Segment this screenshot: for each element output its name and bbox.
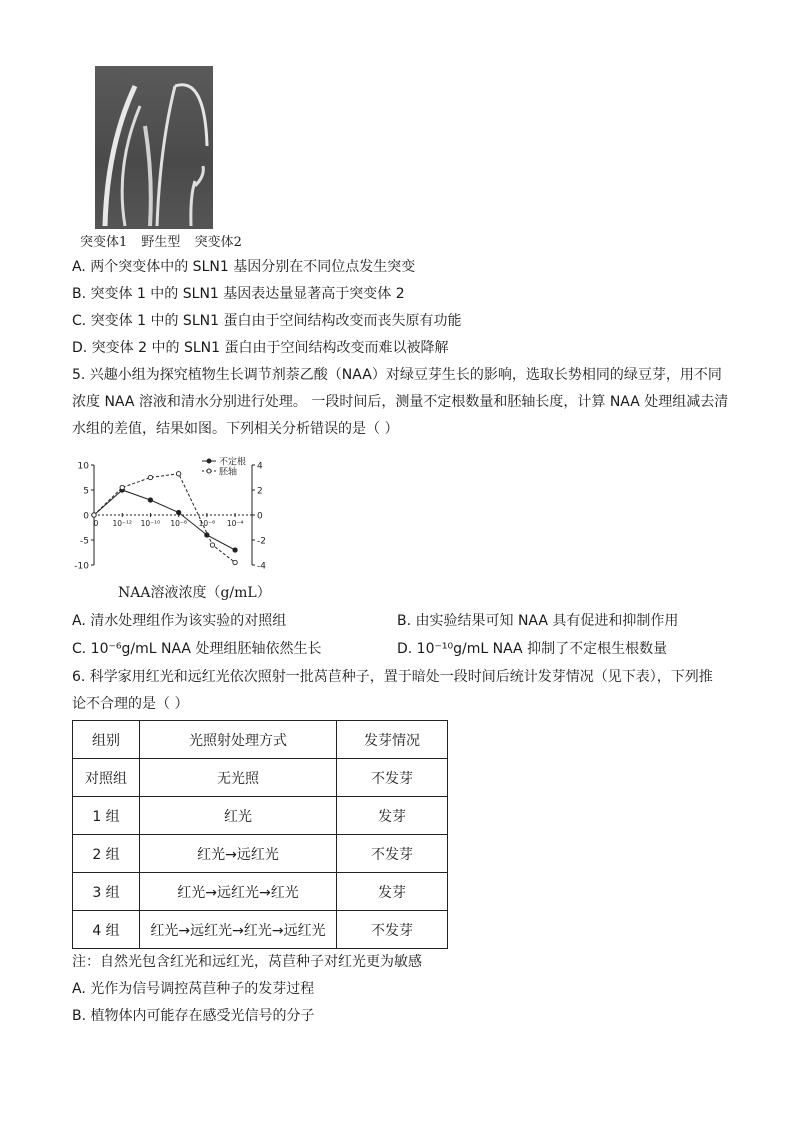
table-row [73, 759, 448, 797]
table-cell: 红光→远红光 [140, 835, 337, 873]
legend-label: 胚轴 [219, 467, 238, 478]
table-cell: 红光 [140, 797, 337, 835]
right-tick-label: 0 [257, 511, 263, 522]
table-cell: 无光照 [140, 759, 337, 797]
q6-option-a: A. 光作为信号调控莴苣种子的发芽过程 [72, 981, 315, 997]
table-cell: 红光→远红光→红光 [140, 873, 337, 911]
data-point [210, 543, 214, 547]
light-treatment-table [72, 720, 448, 949]
right-tick-label: -2 [257, 536, 266, 547]
x-tick-label: 10⁻⁸ [170, 519, 187, 528]
q4-option-d: D. 突变体 2 中的 SLN1 蛋白由于空间结构改变而难以被降解 [72, 340, 449, 356]
table-cell: 对照组 [73, 759, 140, 797]
q4-option-b: B. 突变体 1 中的 SLN1 基因表达量显著高于突变体 2 [72, 286, 405, 302]
q5-option-b: B. 由实验结果可知 NAA 具有促进和抑制作用 [397, 613, 679, 629]
q6-table-note: 注：自然光包含红光和远红光，莴苣种子对红光更为敏感 [72, 954, 422, 970]
q5-stem-line2: 浓度 NAA 溶液和清水分别进行处理。 一段时间后，测量不定根数量和胚轴长度，计算 NAA 处理组减去清 [72, 394, 729, 410]
left-tick-label: 10 [77, 461, 89, 472]
table-cell: 红光→远红光→红光→远红光 [140, 911, 337, 949]
data-point [176, 510, 180, 514]
table-cell: 4 组 [73, 911, 140, 949]
header-treatment: 光照射处理方式 [140, 721, 337, 759]
table-cell: 发芽 [337, 797, 448, 835]
photo-caption [80, 231, 252, 250]
caption-mutant1: 突变体1 [80, 235, 128, 250]
q6-stem-line2: 论不合理的是（ ） [72, 696, 189, 712]
chart-x-axis-title: NAA溶液浓度（g/mL） [118, 585, 271, 601]
q6-option-b: B. 植物体内可能存在感受光信号的分子 [72, 1008, 315, 1024]
table-cell: 3 组 [73, 873, 140, 911]
table-cell: 不发芽 [337, 835, 448, 873]
q5-stem-line1: 5. 兴趣小组为探究植物生长调节剂萘乙酸（NAA）对绿豆芽生长的影响，选取长势相同的绿豆芽，用不同 [72, 367, 722, 383]
caption-mutant2: 突变体2 [194, 235, 242, 250]
q5-option-a: A. 清水处理组作为该实验的对照组 [72, 613, 287, 629]
q6-stem-line1: 6. 科学家用红光和远红光依次照射一批莴苣种子，置于暗处一段时间后统计发芽情况（见下表），下列推 [72, 669, 713, 685]
right-tick-label: 4 [257, 461, 263, 472]
x-tick-label: 10⁻¹⁰ [140, 519, 161, 528]
table-row [73, 873, 448, 911]
table-cell: 不发芽 [337, 759, 448, 797]
data-point [148, 498, 152, 502]
legend-label: 不定根 [219, 457, 247, 468]
table-row [73, 797, 448, 835]
legend-marker [207, 459, 211, 463]
table-cell: 发芽 [337, 873, 448, 911]
naa-line-chart [70, 455, 280, 575]
right-tick-label: 2 [257, 486, 263, 497]
plant-illustration [95, 66, 213, 229]
q4-option-c: C. 突变体 1 中的 SLN1 蛋白由于空间结构改变而丧失原有功能 [72, 313, 462, 329]
q5-stem-line3: 水组的差值，结果如图。下列相关分析错误的是（ ） [72, 421, 399, 437]
header-germination: 发芽情况 [337, 721, 448, 759]
data-point [176, 472, 180, 476]
x-tick-label: 0 [93, 519, 99, 528]
header-group: 组别 [73, 721, 140, 759]
x-tick-label: 10⁻⁶ [198, 519, 216, 528]
q5-option-d: D. 10⁻¹⁰g/mL NAA 抑制了不定根生根数量 [397, 641, 668, 657]
plant-photo [95, 66, 213, 229]
table-cell: 1 组 [73, 797, 140, 835]
data-point [148, 475, 152, 479]
data-point [92, 513, 96, 517]
q4-option-a: A. 两个突变体中的 SLN1 基因分别在不同位点发生突变 [72, 259, 416, 275]
legend-marker [207, 469, 211, 473]
table-row [73, 911, 448, 949]
table-row [73, 835, 448, 873]
data-point [233, 560, 237, 564]
caption-wildtype: 野生型 [141, 235, 181, 250]
left-tick-label: 5 [83, 486, 89, 497]
left-tick-label: -5 [80, 536, 89, 547]
right-tick-label: -4 [257, 561, 266, 572]
x-tick-label: 10⁻⁴ [226, 519, 244, 528]
table-header-row [73, 721, 448, 759]
left-tick-label: -10 [74, 561, 89, 572]
q5-option-c: C. 10⁻⁶g/mL NAA 处理组胚轴依然生长 [72, 641, 322, 657]
left-tick-label: 0 [83, 511, 89, 522]
table-cell: 不发芽 [337, 911, 448, 949]
data-point [233, 548, 237, 552]
table-cell: 2 组 [73, 835, 140, 873]
data-point [120, 485, 124, 489]
x-tick-label: 10⁻¹² [112, 519, 132, 528]
